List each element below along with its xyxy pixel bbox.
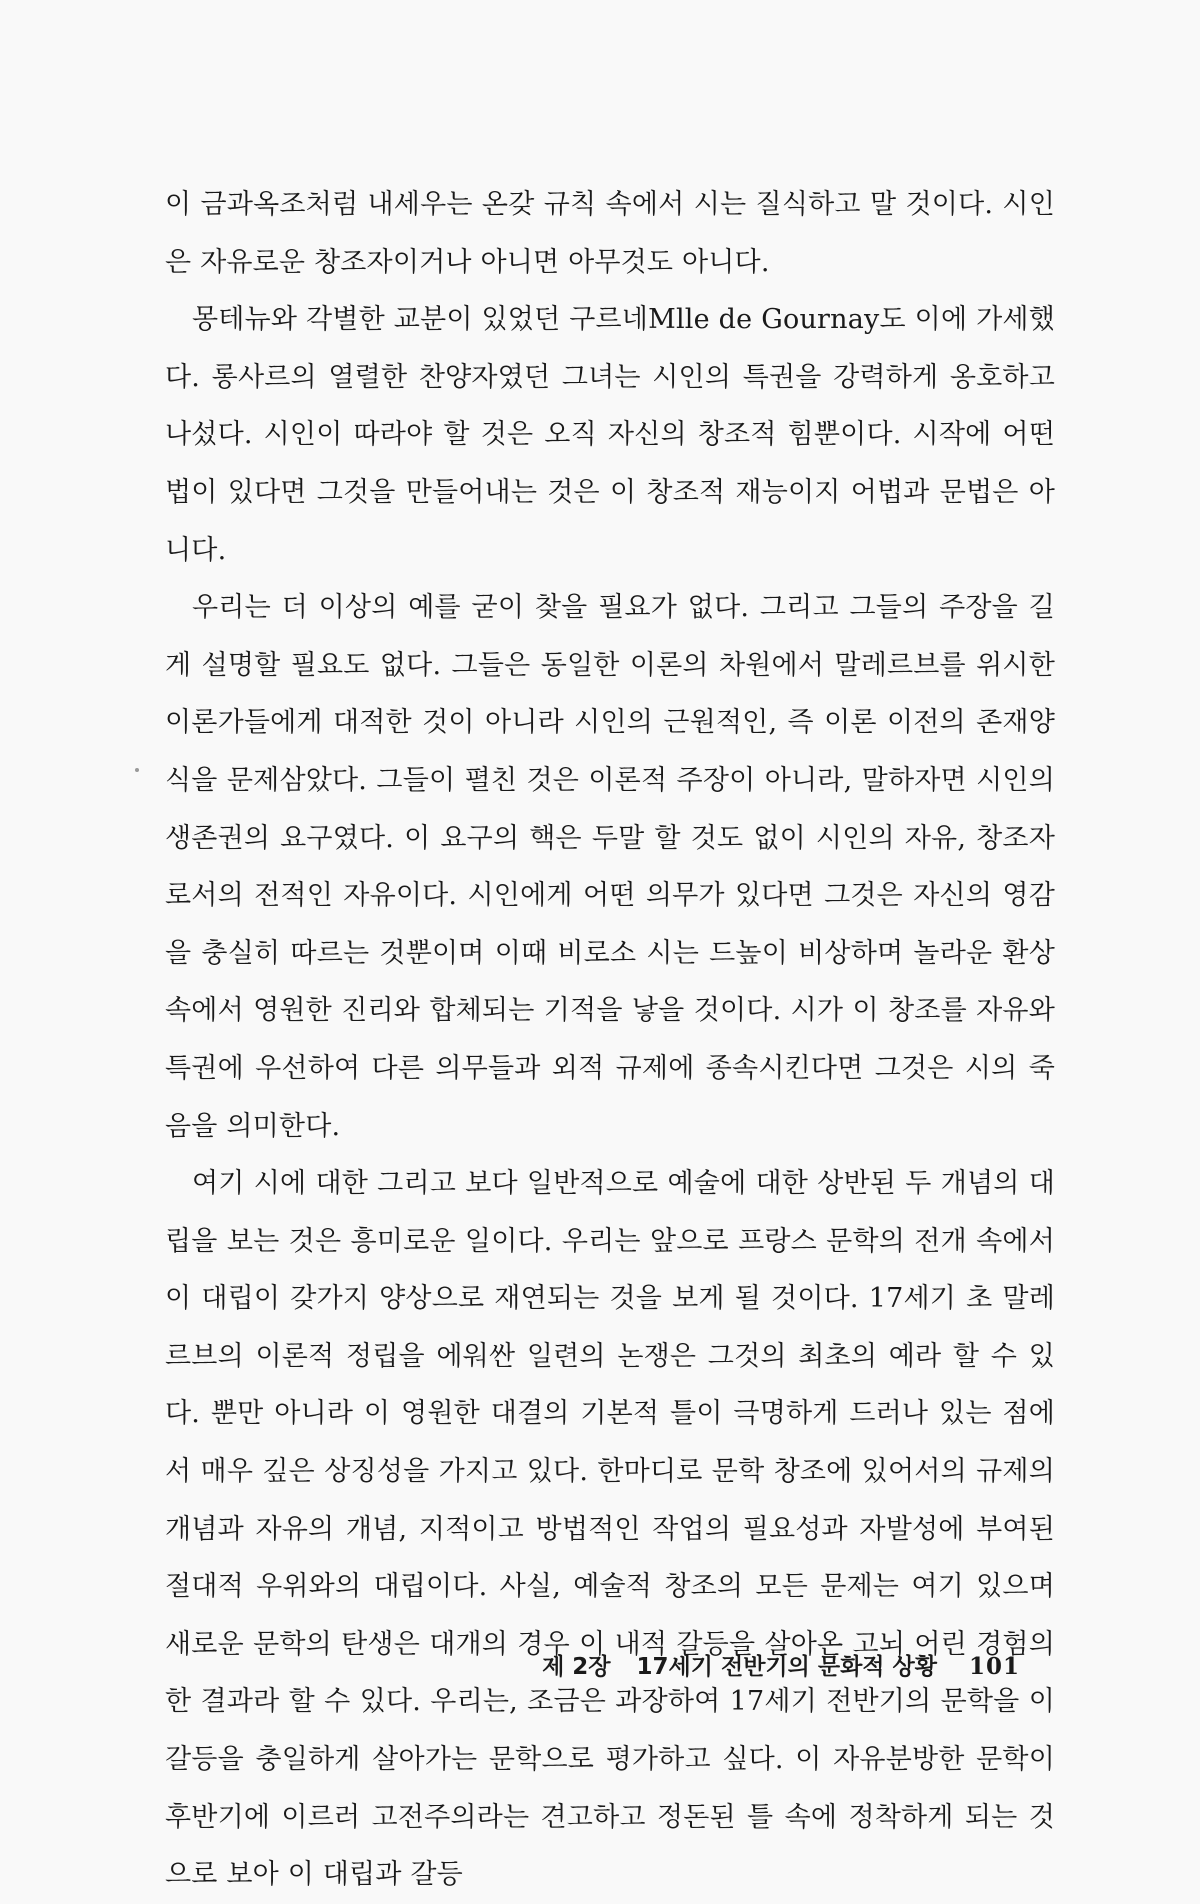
running-footer — [160, 1648, 1020, 1681]
page-number: 101 — [968, 1653, 1020, 1680]
margin-mark — [135, 768, 139, 772]
chapter-label: 제 2장 — [542, 1654, 611, 1680]
paragraph-1: 이 금과옥조처럼 내세우는 온갖 규칙 속에서 시는 질식하고 말 것이다. 시인은 자유로운 창조자이거나 아니면 아무것도 아니다. — [165, 189, 1055, 278]
paragraph-3: 우리는 더 이상의 예를 굳이 찾을 필요가 없다. 그리고 그들의 주장을 길게 설명할 필요도 없다. 그들은 동일한 이론의 차원에서 말레르브를 위시한 이론가들에게 대적한 것이 아니라 시인의 근원적인, 즉 이론 이전의 존재양식을 문제삼았다. 그들이 펼친 것은 이론적 주장이 아니라, 말하자면 시인의 생존권의 요구였다. 이 요구의 핵은 두말 할 것도 없이 시인의 자유, 창조자로서의 전적인 자유이다. 시인에게 어떤 의무가 있다면 그것은 자신의 영감을 충실히 따르는 것뿐이며 이때 비로소 시는 드높이 비상하며 놀라운 환상 속에서 영원한 진리와 합체되는 기적을 낳을 것이다. 시가 이 창조를 자유와 특권에 우선하여 다른 의무들과 외적 규제에 종속시킨다면 그것은 시의 죽음을 의미한다. — [165, 592, 1055, 1142]
chapter-title: 17세기 전반기의 문화적 상황 — [636, 1654, 937, 1680]
paragraph-2: 몽테뉴와 각별한 교분이 있었던 구르네Mlle de Gournay도 이에 가세했다. 롱사르의 열렬한 찬양자였던 그녀는 시인의 특권을 강력하게 옹호하고 나섰다. 시인이 따라야 할 것은 오직 자신의 창조적 힘뿐이다. 시작에 어떤 법이 있다면 그것을 만들어내는 것은 이 창조적 재능이지 어법과 문법은 아니다. — [165, 304, 1055, 566]
body-text — [165, 176, 1055, 1904]
paragraph-4: 여기 시에 대한 그리고 보다 일반적으로 예술에 대한 상반된 두 개념의 대립을 보는 것은 흥미로운 일이다. 우리는 앞으로 프랑스 문학의 전개 속에서 이 대립이 갖가지 양상으로 재연되는 것을 보게 될 것이다. 17세기 초 말레르브의 이론적 정립을 에워싼 일련의 논쟁은 그것의 최초의 예라 할 수 있다. 뿐만 아니라 이 영원한 대결의 기본적 틀이 극명하게 드러나 있는 점에서 매우 깊은 상징성을 가지고 있다. 한마디로 문학 창조에 있어서의 규제의 개념과 자유의 개념, 지적이고 방법적인 작업의 필요성과 자발성에 부여된 절대적 우위와의 대립이다. 사실, 예술적 창조의 모든 문제는 여기 있으며 새로운 문학의 탄생은 대개의 경우 이 내적 갈등을 살아온 고뇌 어린 경험의 한 결과라 할 수 있다. 우리는, 조금은 과장하여 17세기 전반기의 문학을 이 갈등을 충일하게 살아가는 문학으로 평가하고 싶다. 이 자유분방한 문학이 후반기에 이르러 고전주의라는 견고하고 정돈된 틀 속에 정착하게 되는 것으로 보아 이 대립과 갈등 — [165, 1168, 1055, 1891]
